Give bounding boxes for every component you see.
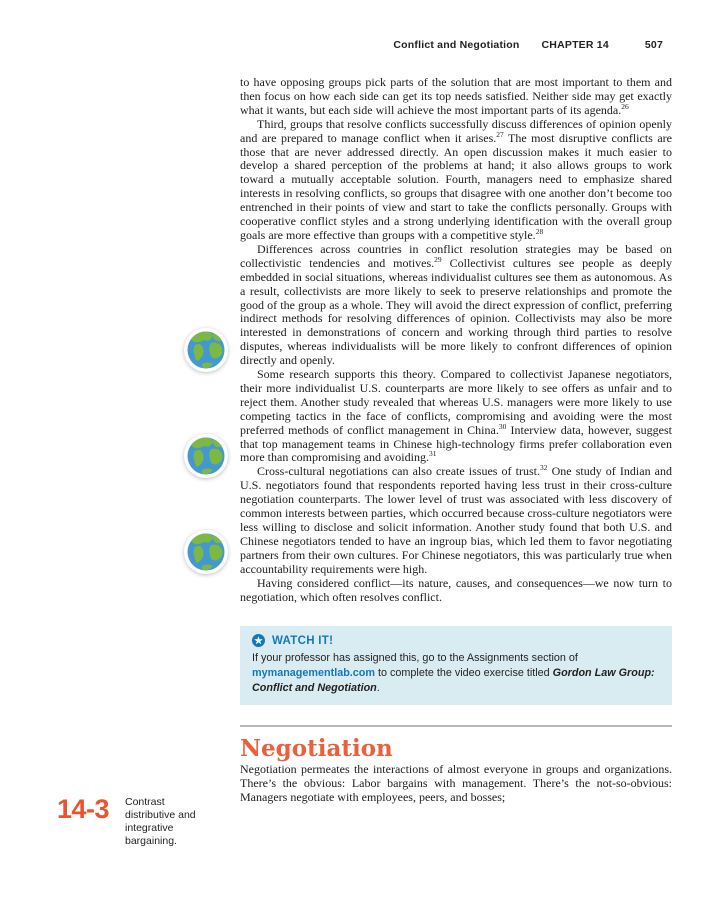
body-paragraph: Third, groups that resolve conflicts successfully discuss differences of opinion openly and are prepared to manage conflict when it arises.$^{27}$ The most disruptive conflicts are those that are never addressed directly. An open discussion makes it much easier to develop a shared perception of the problems at hand; it also allows groups to work toward a mutually acceptable solution. Fourth, managers need to emphasize shared interests in resolving conflicts, so groups that disagree with one another don’t become too entrenched in their points of view and start to take the conflicts personally. Groups with cooperative conflict styles and a strong underlying identification with the overall group goals are more effective than groups with a competitive style.$^{28}$ [240, 116, 672, 242]
chapter-label: CHAPTER 14 [541, 39, 609, 51]
section-divider [240, 725, 672, 727]
footnote-reference: 27 [496, 129, 504, 139]
body-paragraph: to have opposing groups pick parts of the solution that are most important to them and then focus on how each side can get its top needs satisfied. Neither side may get exactly what it wants, but each side will achieve the most important parts of its agenda.$^{26}$ [240, 75, 672, 117]
footnote-reference: 30 [498, 421, 507, 431]
section-heading-negotiation: Negotiation [240, 734, 393, 762]
mymanagementlab-link[interactable]: mymanagementlab.com [252, 667, 376, 680]
learning-objective-number: 14-3 [57, 794, 110, 824]
body-paragraph: Cross-cultural negotiations can also create issues of trust.$^{32}$ One study of Indian and U.S. negotiators found that respondents reported having less trust in their cross-culture negotiation counterparts. The lower level of trust was associated with less discovery of common interests between parties, which occurred because cross-culture negotiators were less willing to disclose and solicit information. Another study found that both U.S. and Chinese negotiators tended to have an ingroup bias, which led them to favor negotiating partners from their own cultures. For Chinese negotiators, this was particularly true when accountability requirements were high. [240, 463, 672, 576]
text-column [240, 76, 672, 805]
globe-icon [183, 529, 229, 575]
footnote-reference: 26 [621, 101, 629, 111]
globe-icon [183, 327, 229, 373]
page-number: 507 [644, 39, 663, 51]
footnote-reference: 31 [428, 449, 437, 459]
running-title: Conflict and Negotiation [393, 39, 520, 51]
footnote-reference: 28 [535, 226, 544, 236]
body-paragraph: Differences across countries in conflict resolution strategies may be based on collectivistic tendencies and motives.$^{29}$ Collectivist cultures see people as deeply embedded in social situations, whereas individualist cultures see them as autonomous. As a result, collectivists are more likely to seek to preserve relationships and promote the good of the group as a whole. They will avoid the direct expression of conflict, preferring indirect methods for resolving differences of opinion. Collectivists may also be more interested in demonstrations of concern and working through third parties to resolve disputes, whereas individualists will be more likely to confront differences of opinion directly and openly. [240, 241, 673, 368]
watch-it-body: If your professor has assigned this, go to the Assignments section of mymanagementlab.com to complete the video exercise titled Gordon Law Group: Conflict and Negotiation. [252, 652, 655, 695]
video-exercise-title: Gordon Law Group: Conflict and Negotiation [252, 667, 655, 695]
learning-objective-text: Contrast distributive and integrative bargaining. [125, 796, 196, 847]
footnote-reference: 29 [434, 254, 442, 264]
learning-objective [57, 796, 222, 848]
globe-icon [183, 433, 229, 479]
page-header [393, 39, 663, 51]
body-paragraph: Negotiation permeates the interactions of almost everyone in groups and organizations. There’s the obvious: Labor bargains with management. There’s the not-so-obvious: Managers negotiate with employees, peers, and bosses; [240, 761, 672, 804]
star-circle-icon [252, 634, 265, 647]
body-paragraph: Some research supports this theory. Compared to collectivist Japanese negotiators, their more individualist U.S. counterparts are more likely to see offers as unfair and to reject them. Another study revealed that whereas U.S. managers were more likely to use competing tactics in the face of conflicts, compromising and avoiding were the most preferred methods of conflict management in China.$^{30}$ Interview data, however, suggest that top management teams in Chinese high-technology firms prefer collaboration even more than compromising and avoiding.$^{31}$ [240, 367, 672, 465]
body-paragraph: Having considered conflict—its nature, causes, and consequences—we now turn to negotiation, which often resolves conflict. [240, 575, 672, 604]
watch-it-title: WATCH IT! [272, 634, 334, 647]
watch-it-callout [240, 626, 672, 704]
footnote-reference: 32 [540, 463, 548, 473]
